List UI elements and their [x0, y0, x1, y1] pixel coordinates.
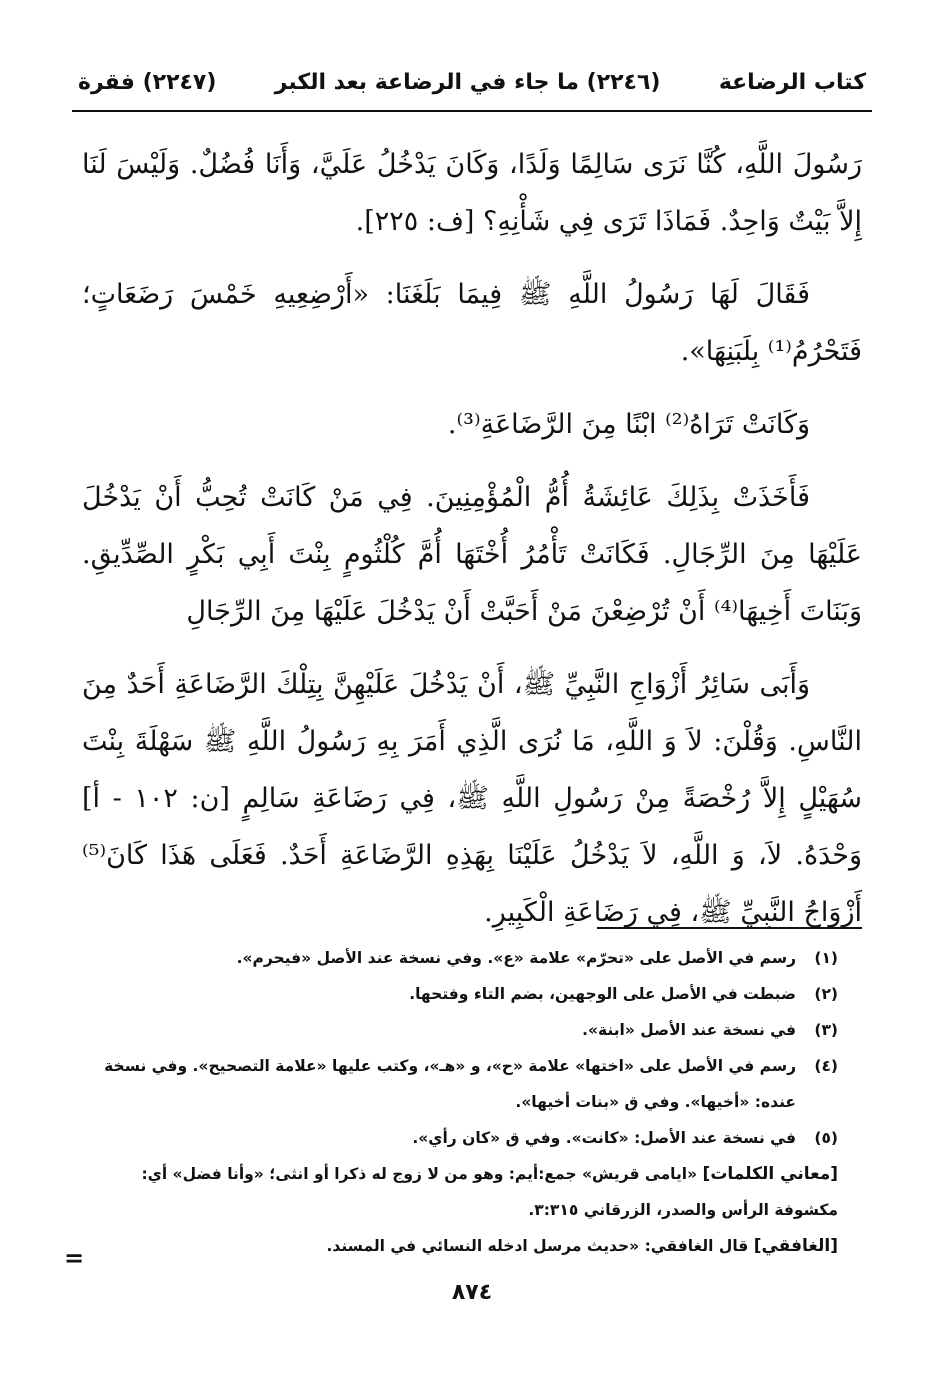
main-text — [82, 136, 862, 957]
footnote-number: (١) — [814, 949, 838, 967]
header-rule — [72, 110, 872, 112]
footnote-number: (٤) — [814, 1057, 838, 1075]
paragraph-4: فَأَخَذَتْ بِذَلِكَ عَائِشَةُ أُمُّ الْمُؤْمِنِينَ. فِي مَنْ كَانَتْ تُحِبُّ أَنْ يَدْخُلَ عَلَيْهَا مِنَ الرِّجَالِ. فَكَانَتْ تَأْمُرُ أُخْتَهَا أُمَّ كُلْثُومٍ بِنْتَ أَبِي بَكْرٍ الصِّدِّيقِ. وَبَنَاتَ أَخِيهَا⁽⁴⁾ أَنْ تُرْضِعْنَ مَنْ أَحَبَّتْ أَنْ يَدْخُلَ عَلَيْهَا مِنَ الرِّجَالِ — [82, 482, 862, 627]
ghafiqi-tag: [الغافقي] — [753, 1236, 838, 1256]
continuation-mark: = — [64, 1244, 85, 1272]
footnote-number: (٥) — [814, 1129, 838, 1147]
book-title: كتاب الرضاعة — [718, 69, 866, 95]
vocab-tag: [معاني الكلمات] — [702, 1164, 838, 1184]
paragraph-1: رَسُولَ اللَّهِ، كُنَّا نَرَى سَالِمًا وَلَدًا، وَكَانَ يَدْخُلُ عَلَيَّ، وَأَنَا فُضُلٌ. وَلَيْسَ لَنَا إِلاَّ بَيْتٌ وَاحِدٌ. فَمَاذَا تَرَى فِي شَأْنِهِ؟ [ف: ٢٢٥]. — [82, 149, 862, 237]
footnote-item — [82, 976, 838, 1012]
ghafiqi-note — [82, 1228, 838, 1264]
page-number: ٨٧٤ — [451, 1280, 493, 1305]
footnote-item — [82, 1048, 838, 1120]
footnote-number: (٣) — [814, 1021, 838, 1039]
running-header — [78, 58, 866, 106]
footnote-item — [82, 1120, 838, 1156]
vocab-note — [82, 1156, 838, 1228]
paragraph-2: فَقَالَ لَهَا رَسُولُ اللَّهِ ﷺ فِيمَا بَلَغَنَا: «أَرْضِعِيهِ خَمْسَ رَضَعَاتٍ؛ فَتَحْرُمُ⁽¹⁾ بِلَبَنِهَا». — [82, 279, 862, 367]
footnote-separator — [597, 927, 862, 929]
vocab-text: «ايامى قريش» جمع:أيم: وهو من لا زوج له ذكرا أو انثى؛ «وأنا فضل» أي: مكشوفة الرأس والصدر، الزرقاني ٣:٣١٥. — [141, 1165, 838, 1219]
paragraph-5: وَأَبَى سَائِرُ أَزْوَاجِ النَّبِيِّ ﷺ، أَنْ يَدْخُلَ عَلَيْهِنَّ بِتِلْكَ الرَّضَاعَةِ أَحَدٌ مِنَ النَّاسِ. وَقُلْنَ: لاَ وَ اللَّهِ، مَا نُرَى الَّذِي أَمَرَ بِهِ رَسُولُ اللَّهِ ﷺ سَهْلَةَ بِنْتَ سُهَيْلٍ إِلاَّ رُخْصَةً مِنْ رَسُولِ اللَّهِ ﷺ، فِي رَضَاعَةِ سَالِمٍ [ن: ١٠٢ - أ] وَحْدَهُ. لاَ، وَ اللَّهِ، لاَ يَدْخُلُ عَلَيْنَا بِهَذِهِ الرَّضَاعَةِ أَحَدٌ. فَعَلَى هَذَا كَانَ⁽⁵⁾ أَزْوَاجُ النَّبِيِّ ﷺ، فِي رَضَاعَةِ الْكَبِيرِ. — [82, 669, 863, 928]
footnote-text: ضبطت في الأصل على الوجهين، بضم التاء وفتحها. — [409, 985, 796, 1003]
paragraph-ref: (٢٢٤٧) فقرة — [78, 69, 217, 95]
ghafiqi-text: قال الغافقي: «حديث مرسل ادخله النسائي في المسند. — [326, 1237, 749, 1255]
chapter-title: (٢٢٤٦) ما جاء في الرضاعة بعد الكبر — [274, 69, 661, 95]
paragraph-3: وَكَانَتْ تَرَاهُ⁽²⁾ ابْنًا مِنَ الرَّضَاعَةِ⁽³⁾. — [447, 409, 810, 440]
footnote-number: (٢) — [814, 985, 838, 1003]
footnotes — [82, 940, 838, 1264]
footnote-item — [82, 940, 838, 976]
footnote-item — [82, 1012, 838, 1048]
footnote-text: في نسخة عند الأصل «ابنة». — [582, 1021, 796, 1039]
footnote-text: رسم في الأصل على «اختها» علامة «ح»، و «هـ»، وكتب عليها «علامة التصحيح». وفي نسخة عنده: «أخيها». وفي ق «بنات أخيها». — [104, 1057, 796, 1111]
footnote-text: رسم في الأصل على «تحرّم» علامة «ع». وفي نسخة عند الأصل «فيحرم». — [236, 949, 796, 967]
footnote-text: في نسخة عند الأصل: «كانت». وفي ق «كان رأي». — [412, 1129, 796, 1147]
